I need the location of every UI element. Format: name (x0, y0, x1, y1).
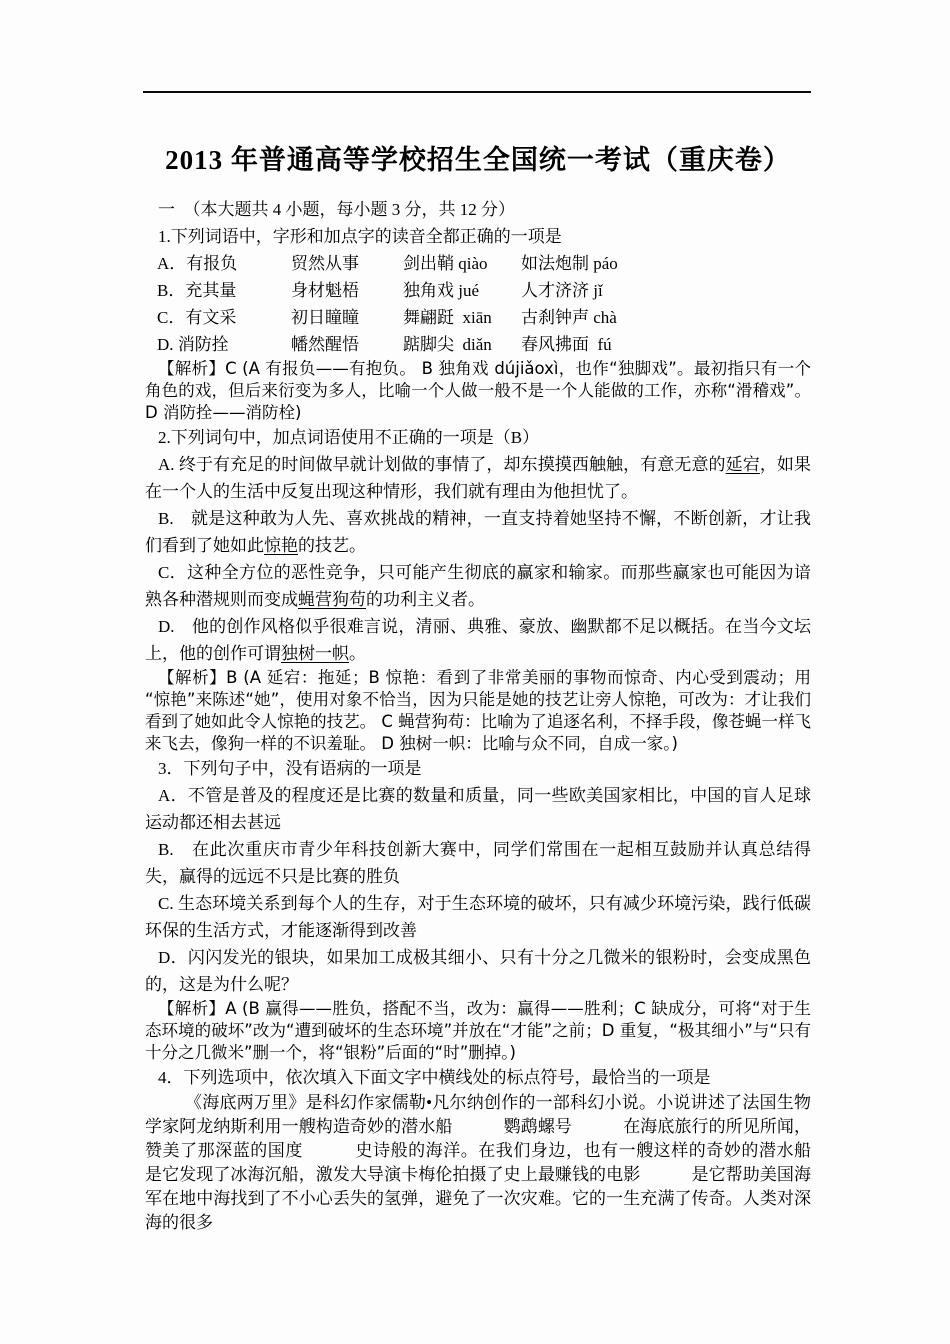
option-cell: 古刹钟声 chà (521, 308, 617, 327)
text-run: 的技艺。 (298, 536, 366, 555)
paragraph (145, 559, 811, 613)
text-run: 【解析】C (A 有报负——有抱负。 B 独角戏 dújiǎoxì，也作“独脚戏”。最初指只有一个角色的戏，但后来衍变为多人，比喻一个人做一般不是一个人能做的工作，亦称“滑稽戏”。D 消防拴——消防栓) (145, 359, 811, 422)
underlined-term: 独树一帜 (281, 644, 349, 663)
text-run: 【解析】B (A 延宕：拖延；B 惊艳：看到了非常美丽的事物而惊奇、内心受到震动；用“惊艳”来陈述“她”，使用对象不恰当，因为只能是她的技艺让旁人惊艳，可改为：才让我们看到了她如此令人惊艳的技艺。 C 蝇营狗苟：比喻为了追逐名利，不择手段，像苍蝇一样飞来飞去，像狗一样的不识羞耻。 D 独树一帜：比喻与众不同，自成一家。) (145, 668, 811, 753)
option-cell: 初日瞳瞳 (291, 308, 359, 327)
option-cell: D. 消防拴 (157, 335, 229, 354)
text-run: 。 (349, 644, 366, 663)
page-header-divider (143, 91, 811, 93)
exam-title: 2013 年普通高等学校招生全国统一考试（重庆卷） (165, 145, 791, 175)
option-cell: C．有文采 (157, 308, 237, 327)
text-run: D. 他的创作风格似乎很难言说，清丽、典雅、豪放、幽默都不足以概括。在当今文坛上，他的创作可谓 (145, 617, 811, 663)
text-run: ，如果在一个人的生活中反复出现这种情形，我们就有理由为他担忧了。 (145, 455, 812, 501)
text-run: 一 （本大题共 4 小题，每小题 3 分，共 12 分） (158, 200, 515, 219)
paragraph (145, 451, 811, 505)
option-row (145, 277, 811, 304)
option-cell: 春风拂面 fú (521, 335, 612, 354)
text-run: 2.下列词句中，加点词语使用不正确的一项是（B） (158, 428, 540, 447)
option-cell: B．充其量 (157, 281, 237, 300)
text-run: C. 生态环境关系到每个人的生存，对于生态环境的破坏，只有减少环境污染，践行低碳环保的生活方式，才能逐渐得到改善 (145, 894, 811, 940)
paragraph (145, 836, 811, 890)
option-cell: 幡然醒悟 (291, 335, 359, 354)
option-cell: 踮脚尖 diǎn (403, 335, 492, 354)
option-row (145, 331, 811, 358)
option-cell: 如法炮制 páo (521, 254, 618, 273)
paragraph (145, 1064, 811, 1091)
text-run: B. 在此次重庆市青少年科技创新大赛中，同学们常围在一起相互鼓励并认真总结得失，赢得的远远不只是比赛的胜负 (145, 840, 811, 886)
text-run: 3．下列句子中，没有语病的一项是 (158, 759, 422, 778)
paragraph (145, 223, 811, 250)
text-run: D．闪闪发光的银块，如果加工成极其细小、只有十分之几微米的银粉时，会变成黑色的，这是为什么呢？ (145, 948, 811, 994)
exam-body (145, 196, 845, 1235)
text-run: A. 终于有充足的时间做早就计划做的事情了，却东摸摸西触触，有意无意的 (158, 455, 726, 474)
underlined-term: 延宕 (725, 455, 760, 474)
paragraph (145, 782, 811, 836)
option-cell: 身材魁梧 (291, 281, 359, 300)
option-row (145, 250, 811, 277)
text-run: C．这种全方位的恶性竞争，只可能产生彻底的赢家和输家。而那些赢家也可能因为谙熟各种潜规则而变成 (145, 563, 811, 609)
option-cell: 剑出鞘 qiào (403, 254, 488, 273)
option-cell: 独角戏 jué (403, 281, 480, 300)
paragraph (145, 424, 811, 451)
text-run: 《海底两万里》是科幻作家儒勒•凡尔纳创作的一部科幻小说。小说讲述了法国生物学家阿龙纳斯利用一艘构造奇妙的潜水船 鹦鹉螺号 在海底旅行的所见所闻，赞美了那深蓝的国度 史诗般的海洋。在我们身边，也有一艘这样的奇妙的潜水船 是它发现了冰海沉船，激发大导演卡梅伦拍摄了史上最赚钱的电影 是它帮助美国海军在地中海找到了不小心丢失的氢弹，避免了一次灾难。它的一生充满了传奇。人类对深海的很多 (145, 1093, 845, 1232)
option-cell: 舞翩跹 xiān (403, 308, 492, 327)
text-run: B. 就是这种敢为人先、喜欢挑战的精神，一直支持着她坚持不懈，不断创新，才让我们看到了她如此 (145, 509, 811, 555)
paragraph (145, 944, 811, 998)
analysis-paragraph (145, 998, 811, 1064)
paragraph (145, 505, 811, 559)
paragraph (145, 196, 811, 223)
text-run: 的功利主义者。 (366, 590, 485, 609)
text-run: 4．下列选项中，依次填入下面文字中横线处的标点符号，最恰当的一项是 (158, 1068, 711, 1087)
paragraph (145, 755, 811, 782)
paragraph (145, 890, 811, 944)
option-cell: A．有报负 (157, 254, 238, 273)
paragraph (145, 613, 811, 667)
option-row (145, 304, 811, 331)
analysis-paragraph (145, 667, 811, 755)
passage-paragraph (145, 1091, 845, 1235)
option-cell: 人才济济 jǐ (521, 281, 603, 300)
option-cell: 贸然从事 (291, 254, 359, 273)
analysis-paragraph (145, 358, 811, 424)
text-run: A．不管是普及的程度还是比赛的数量和质量，同一些欧美国家相比，中国的盲人足球运动都还相去甚远 (145, 786, 811, 832)
underlined-term: 惊艳 (264, 536, 298, 555)
underlined-term: 蝇营狗苟 (298, 590, 366, 609)
text-run: 1.下列词语中，字形和加点字的读音全都正确的一项是 (158, 227, 562, 246)
text-run: 【解析】A (B 赢得——胜负，搭配不当，改为：赢得——胜利；C 缺成分，可将“对于生态环境的破坏”改为“遭到破坏的生态环境”并放在“才能”之前；D 重复，“极其细小”与“只有十分之几微米”删一个，将“银粉”后面的“时”删掉。) (145, 999, 811, 1062)
